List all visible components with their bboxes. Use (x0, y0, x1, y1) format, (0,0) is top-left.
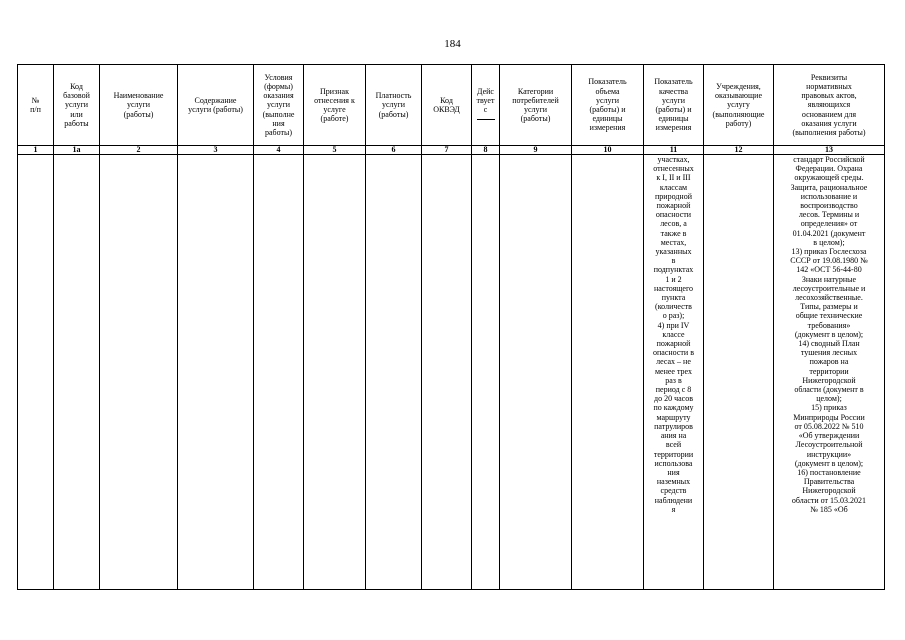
cell-empty (54, 155, 100, 590)
cell-empty (572, 155, 644, 590)
header-legal-acts: Реквизиты нормативных правовых актов, являющихся основанием для оказания услуги (выполнения работы) (774, 65, 885, 146)
header-attribute: Признак отнесения к услуге (работе) (304, 65, 366, 146)
col-num: 3 (178, 146, 254, 155)
header-consumers: Категории потребителей услуги (работы) (500, 65, 572, 146)
table-row (18, 155, 885, 590)
col-num: 1а (54, 146, 100, 155)
col-num: 4 (254, 146, 304, 155)
col-num: 5 (304, 146, 366, 155)
col-num: 1 (18, 146, 54, 155)
header-institutions: Учреждения, оказывающие услугу (выполняющие работу) (704, 65, 774, 146)
cell-empty (100, 155, 178, 590)
cell-quality-indicator: участках, отнесенных к I, II и III классам природной пожарной опасности лесов, а также в местах, указанных в подпунктах 1 и 2 настоящего пункта (количеств о раз); 4) при IV классе пожарной опасности в лесах – не менее трех раз в период с 8 до 20 часов по каждому маршруту патрулиров ания на всей территории использова ния наземных средств наблюдени я (644, 155, 704, 590)
col-num: 6 (366, 146, 422, 155)
col-num: 7 (422, 146, 472, 155)
cell-empty (500, 155, 572, 590)
col-num: 2 (100, 146, 178, 155)
col-num: 9 (500, 146, 572, 155)
header-row (18, 65, 885, 146)
header-conditions: Условия (формы) оказания услуги (выполне ния работы) (254, 65, 304, 146)
cell-empty (254, 155, 304, 590)
page-number: 184 (444, 38, 461, 50)
cell-empty (422, 155, 472, 590)
cell-legal-acts: стандарт Российской Федерации. Охрана окружающей среды. Защита, рациональное использование и воспроизводство лесов. Термины и определения» от 01.04.2021 (документ в целом); 13) приказ Гослесхоза СССР от 19.08.1980 № 142 «ОСТ 56-44-80 Знаки натурные лесоустроительные и лесохозяйственные. Типы, размеры и общие технические требования» (документ в целом); 14) сводный План тушения лесных пожаров на территории Нижегородской области (документ в целом); 15) приказ Минприроды России от 05.08.2022 № 510 «Об утверждении Лесоустроительной инструкции» (документ в целом); 16) постановление Правительства Нижегородской области от 15.03.2021 № 185 «Об (774, 155, 885, 590)
cell-empty (472, 155, 500, 590)
header-okved: Код ОКВЭД (422, 65, 472, 146)
services-register-table (17, 64, 885, 590)
col-num: 12 (704, 146, 774, 155)
column-number-row (18, 146, 885, 155)
header-row-number: № п/п (18, 65, 54, 146)
header-service-content: Содержание услуги (работы) (178, 65, 254, 146)
cell-empty (18, 155, 54, 590)
cell-empty (704, 155, 774, 590)
cell-empty (178, 155, 254, 590)
header-base-code: Код базовой услуги или работы (54, 65, 100, 146)
col-num: 10 (572, 146, 644, 155)
header-quality: Показатель качества услуги (работы) и единицы измерения (644, 65, 704, 146)
header-valid-from-label: Дейс твует с (476, 86, 495, 114)
col-num: 8 (472, 146, 500, 155)
header-valid-from (472, 65, 500, 146)
header-paid: Платность услуги (работы) (366, 65, 422, 146)
cell-empty (366, 155, 422, 590)
col-num: 11 (644, 146, 704, 155)
col-num: 13 (774, 146, 885, 155)
cell-empty (304, 155, 366, 590)
dash-line (477, 118, 495, 120)
header-volume: Показатель объема услуги (работы) и единицы измерения (572, 65, 644, 146)
header-service-name: Наименование услуги (работы) (100, 65, 178, 146)
